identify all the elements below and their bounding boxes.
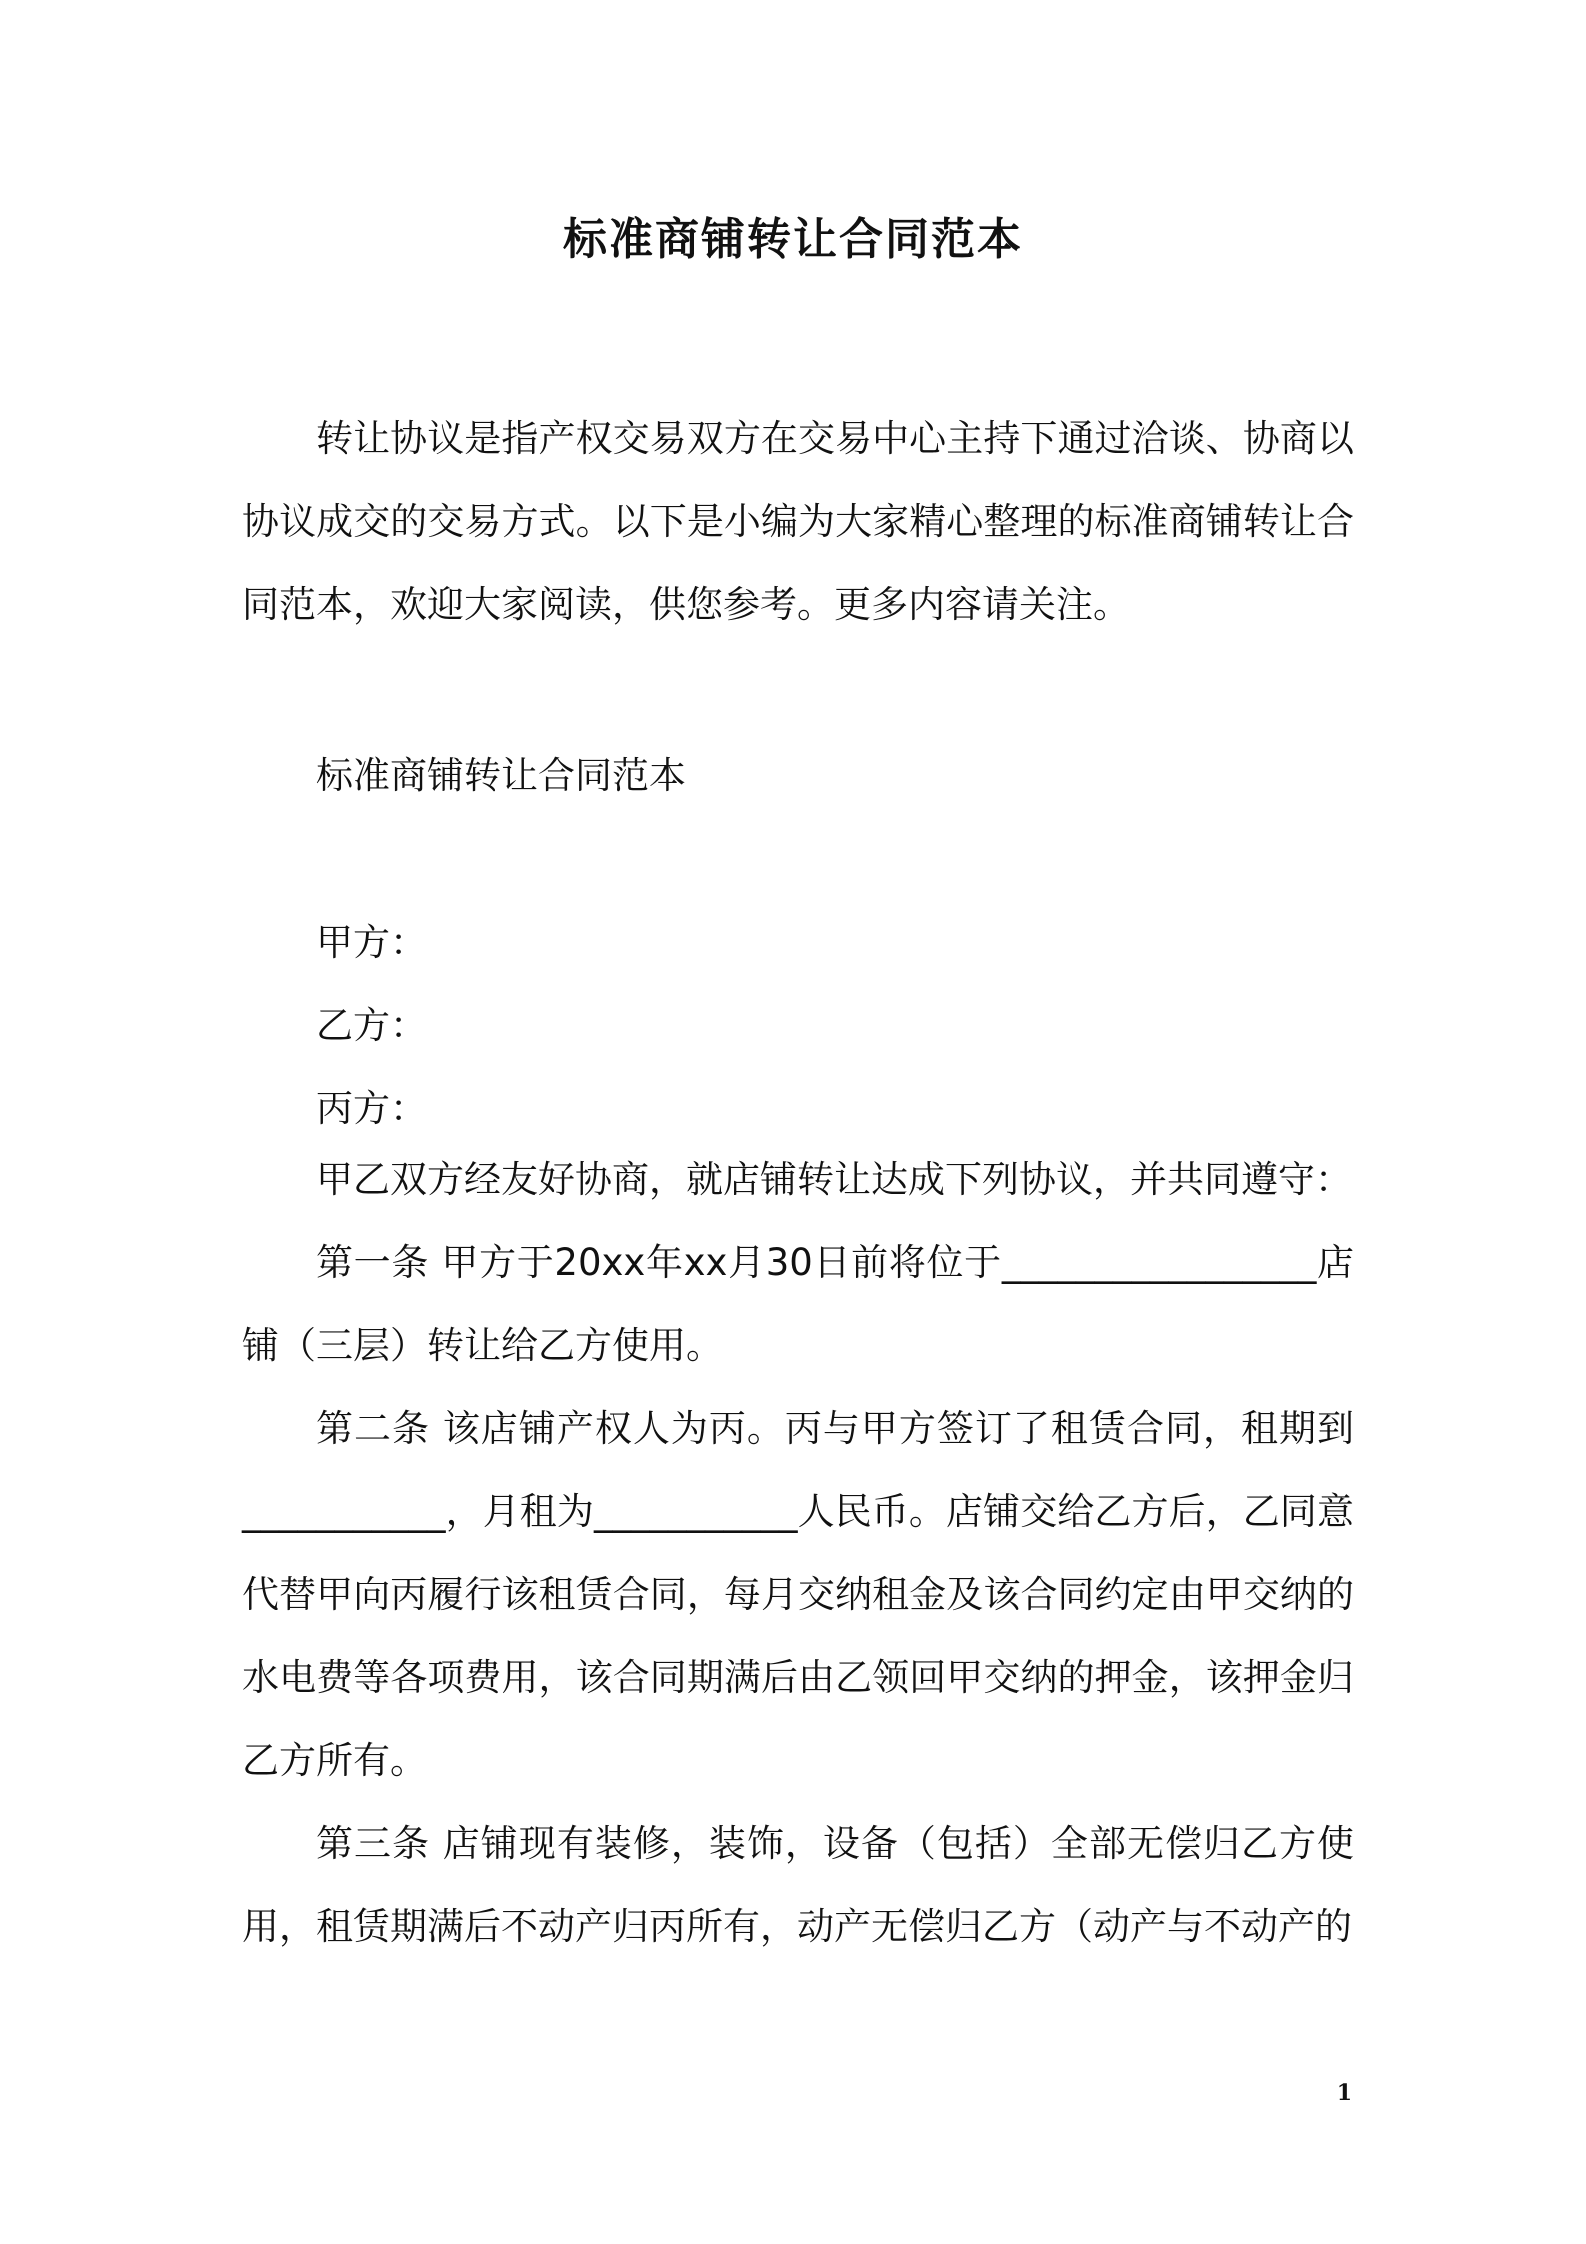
preamble-paragraph: 甲乙双方经友好协商，就店铺转让达成下列协议，并共同遵守： (316, 1158, 1352, 1201)
article-3-paragraph: 第三条 店铺现有装修，装饰，设备（包括）全部无偿归乙方使用，租赁期满后不动产归丙所有，动产无偿归乙方（动产与不动产的 (242, 1822, 1354, 1948)
article-1-paragraph: 第一条 甲方于20xx年xx月30日前将位于_________________店铺（三层）转让给乙方使用。 (242, 1241, 1354, 1367)
page-number: 1 (1336, 2080, 1352, 2106)
section-subtitle: 标准商铺转让合同范本 (316, 754, 686, 797)
intro-paragraph-block (242, 397, 1354, 646)
party-c-label: 丙方： (316, 1087, 427, 1130)
party-b-label: 乙方： (316, 1004, 427, 1047)
document-title: 标准商铺转让合同范本 (563, 214, 1023, 265)
article-2-paragraph: 第二条 该店铺产权人为丙。丙与甲方签订了租赁合同，租期到___________，月租为___________人民币。店铺交给乙方后，乙同意代替甲向丙履行该租赁合同，每月交纳租金及该合同约定由甲交纳的水电费等各项费用，该合同期满后由乙领回甲交纳的押金，该押金归乙方所有。 (242, 1407, 1354, 1782)
intro-paragraph: 转让协议是指产权交易双方在交易中心主持下通过洽谈、协商以协议成交的交易方式。以下是小编为大家精心整理的标准商铺转让合同范本，欢迎大家阅读，供您参考。更多内容请关注。 (242, 417, 1354, 626)
contract-clauses (242, 1138, 1354, 1968)
party-a-label: 甲方： (316, 921, 427, 964)
